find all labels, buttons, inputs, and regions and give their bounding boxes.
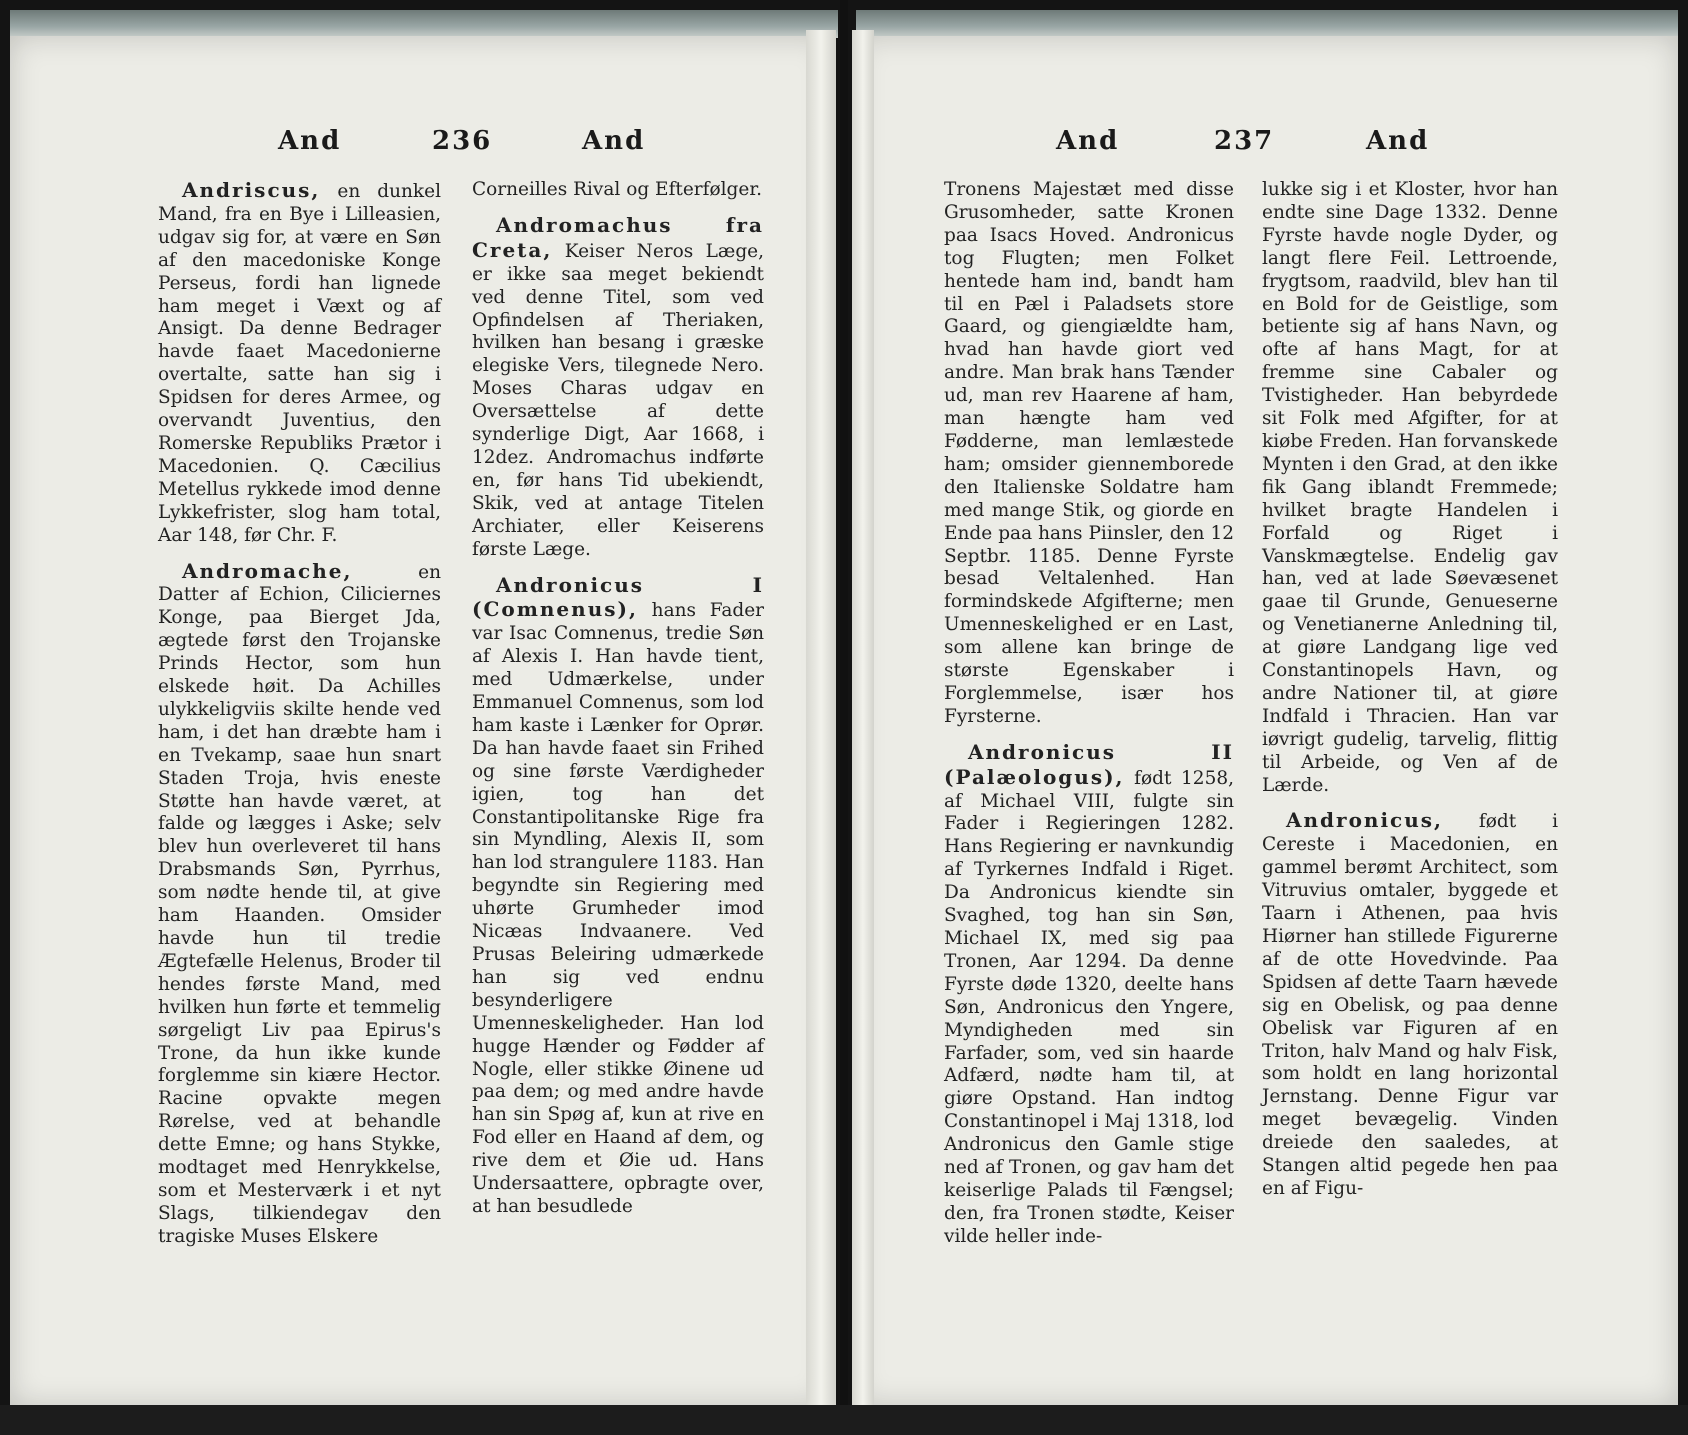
right-gutter [852, 30, 874, 1405]
entry-andromachus [472, 214, 764, 562]
entry-text: en dunkel Mand, fra en Bye i Lilleasien, udgav sig for, at være en Søn af den macedoniske Konge Perseus, fordi han lignede ham meget i Væxt og af Ansigt. Da denne Bedrager havde faaet Macedonierne overtalte, satte han sig i Spidsen for deres Armee, og overvandt Juventius, den Romerske Republiks Prætor i Macedonien. Q. Cæcilius Metellus rykkede imod denne Lykkefrister, slog ham total, Aar 148, før Chr. F. [158, 181, 441, 546]
continued-text: Corneilles Rival og Efterfølger. [472, 179, 763, 200]
right-running-head-right: And [1366, 126, 1430, 156]
headword: Andronicus, [1286, 808, 1443, 833]
right-column-1 [944, 179, 1234, 1261]
right-running-head-left: And [1056, 126, 1120, 156]
right-page [856, 36, 1678, 1406]
entry-text: Keiser Neros Læge, er ikke saa meget bekiendt ved denne Titel, som ved Opfindelsen af Theriaken, hvilken han besang i græske elegiske Vers, tilegnede Nero. Moses Charas udgav en Oversættelse af dette synderlige Digt, Aar 1668, i 12dez. Andromachus indførte en, før hans Tid ubekiendt, Skik, ved at antage Titelen Archiater, eller Keiserens første Læge. [472, 240, 764, 560]
continued-text: lukke sig i et Kloster, hvor han endte sine Dage 1332. Denne Fyrste havde nogle Dyder, og langt flere Feil. Lettroende, frygtsom, raadvild, blev han til en Bold for de Geistlige, som betiente sig af hans Navn, og ofte af hans Magt, for at fremme sine Cabaler og Tvistigheder. Han bebyrdede sit Folk med Afgifter, for at kiøbe Freden. Han forvanskede Mynten i den Grad, at den ikke fik Gang iblandt Fremmede; hvilket bragte Handelen i Forfald og Riget i Vanskmægtelse. Endelig gav han, ved at lade Søevæsenet gaae til Grunde, Genueserne og Venetianerne Anledning til, at giøre Landgang lige ved Constantinopels Havn, og andre Nationer til, at giøre Indfald i Thracien. Han var iøvrigt gudelig, tarvelig, flittig til Arbeide, og Ven af de Lærde. [1262, 179, 1558, 796]
left-running-head-left: And [278, 126, 342, 156]
right-page-number: 237 [1214, 126, 1275, 156]
entry-text: født i Cereste i Macedonien, en gammel berømt Architect, som Vitruvius omtaler, byggede et Taarn i Athenen, paa hvis Hiørner han stillede Figurerne af de otte Hovedvinde. Paa Spidsen af dette Taarn hævede sig en Obelisk, og paa denne Obelisk var Figuren af en Triton, halv Mand og halv Fisk, som holdt en lang horizontal Jernstang. Denne Figur var meget bevægelig. Vinden dreiede den saaledes, at Stangen altid pegede hen paa en af Figu- [1262, 811, 1558, 1199]
left-running-head-right: And [582, 126, 646, 156]
left-column-2 [472, 179, 764, 1231]
entry-andronicus-architect [1262, 809, 1558, 1200]
entry-text: født 1258, af Michael VIII, fulgte sin Fader i Regieringen 1282. Hans Regiering er navnkundig af Tyrkernes Indfald i Riget. Da Andronicus kiendte sin Svaghed, tog han sin Søn, Michael IX, med sig paa Tronen, Aar 1294. Da denne Fyrste døde 1320, deelte hans Søn, Andronicus den Yngere, Myndigheden med sin Farfader, som, ved sin haarde Adfærd, nødte ham til, at giøre Opstand. Han indtog Constantinopel i Maj 1318, lod Andronicus den Gamle stige ned af Tronen, og gav ham det keiserlige Palads til Fængsel; den, fra Tronen stødte, Keiser vilde heller inde- [944, 767, 1234, 1247]
right-page-edge [856, 10, 1678, 38]
entry-andronicus-i [472, 574, 764, 1219]
entry-text: hans Fader var Isac Comnenus, tredie Søn af Alexis I. Han havde tient, med Udmærkelse, under Emmanuel Comnenus, som lod ham kaste i Lænker for Oprør. Da han havde faaet sin Frihed og sine første Værdigheder igien, tog han det Constantipolitanske Rige fra sin Myndling, Alexis II, som han lod strangulere 1183. Han begyndte sin Regiering med uhørte Grumheder imod Nicæas Indvaanere. Ved Prusas Beleiring udmærkede han sig ved endnu besynderligere Umenneskeligheder. Han lod hugge Hænder og Fødder af Nogle, eller stikke Øinene ud paa dem; og med andre havde han sin Spøg af, kun at rive en Fod eller en Haand af dem, og rive dem et Øie ud. Hans Undersaattere, opbragte over, at han besudlede [472, 600, 764, 1217]
headword: Andromache, [182, 558, 353, 583]
left-page-number: 236 [432, 126, 493, 156]
headword: Andromachus fra Creta, [472, 212, 764, 262]
left-column-1 [158, 179, 441, 1261]
entry-text: en Datter af Echion, Ciliciernes Konge, paa Bierget Jda, ægtede først den Trojanske Prinds Hector, som hun elskede høit. Da Achilles ulykkeligviis skilte hende ved ham, i det han dræbte ham i en Tvekamp, saae hun snart Staden Troja, hvis eneste Støtte han havde været, at falde og lægges i Aske; selv blev hun overleveret til hans Drabsmands Søn, Pyrrhus, som nødte hende til, at give ham Haanden. Omsider havde hun til tredie Ægtefælle Helenus, Broder til hendes første Mand, med hvilken hun førte et temmelig sørgeligt Liv paa Epirus's Trone, da hun ikke kunde forglemme sin kiære Hector. Racine opvakte megen Rørelse, ved at behandle dette Emne; og hans Stykke, modtaget med Henrykkelse, som et Mesterværk i et nyt Slags, tilkiendegav den tragiske Muses Elskere [158, 561, 441, 1247]
entry-andromache [158, 560, 441, 1249]
continued-text: Tronens Majestæt med disse Grusomheder, satte Kronen paa Isacs Hoved. Andronicus tog Flugten; men Folket hentede ham ind, bandt ham til en Pæl i Paladsets store Gaard, og giengiældte ham, hvad han havde giort ved andre. Man brak hans Tænder ud, man rev Haarene af ham, man hængte ham ved Fødderne, man lemlæstede ham; omsider giennemborede den Italienske Soldatre ham med mange Stik, og giorde en Ende paa hans Piinsler, den 12 Septbr. 1185. Denne Fyrste besad Veltalenhed. Han formindskede Afgifterne; men Umenneskelighed er en Last, som allene kan bringe de største Egenskaber i Forglemmelse, især hos Fyrsterne. [944, 179, 1234, 727]
entry-andronicus-ii [944, 741, 1234, 1249]
entry-andriscus [158, 179, 441, 548]
right-column-2 [1262, 179, 1558, 1213]
left-gutter [806, 30, 836, 1405]
headword: Andriscus, [182, 178, 321, 202]
bottom-edge [0, 1405, 1688, 1435]
left-page [10, 36, 830, 1406]
left-page-edge [10, 10, 838, 38]
headword: Andronicus I (Comnenus), [472, 572, 764, 622]
headword: Andronicus II (Palæologus), [944, 739, 1234, 789]
